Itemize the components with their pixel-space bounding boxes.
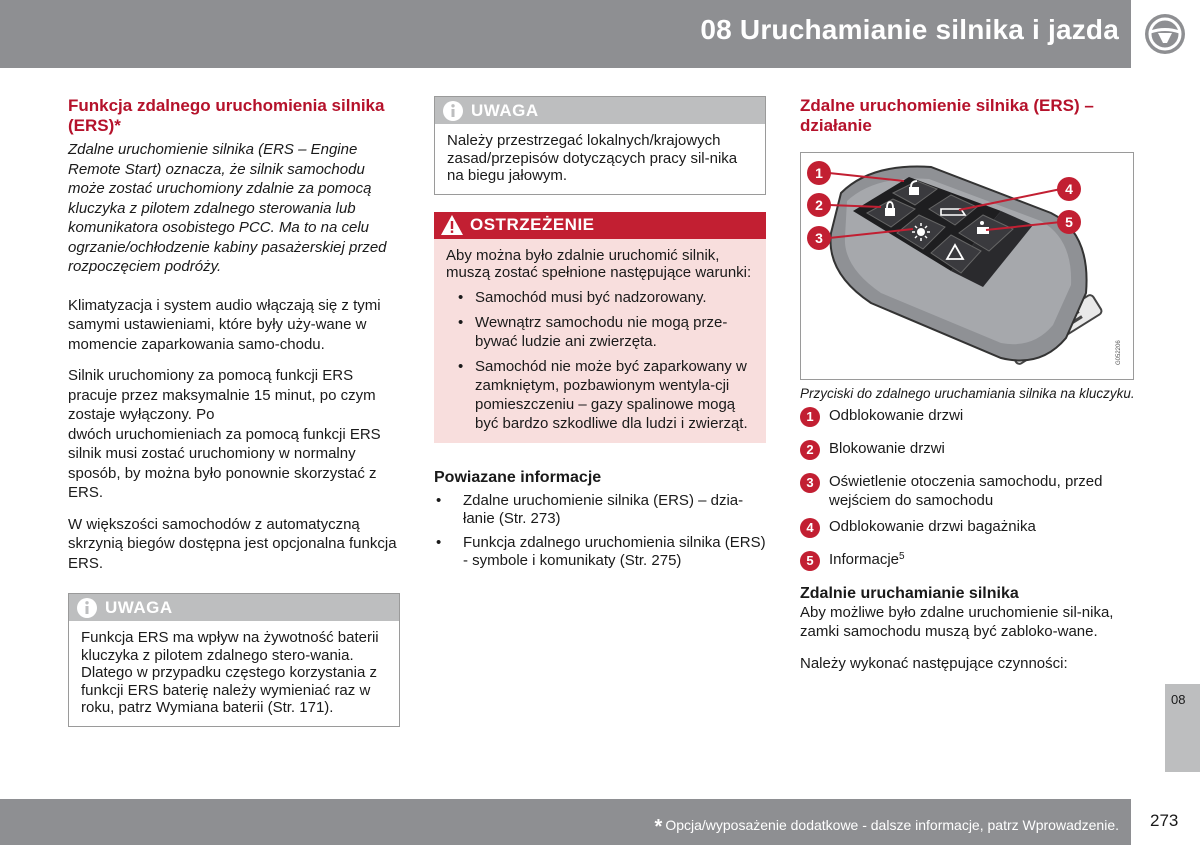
warning-box <box>434 212 766 443</box>
legend-item <box>800 517 1135 538</box>
legend-text: Oświetlenie otoczenia samochodu, przed wejściem do samochodu <box>829 472 1103 509</box>
section-title-ers-operation: Zdalne uruchomienie silnika (ERS) – działanie <box>800 96 1094 135</box>
note-box-idle <box>434 96 766 195</box>
chapter-icon-box <box>1131 0 1200 68</box>
note-label: UWAGA <box>105 597 173 617</box>
legend-text <box>829 550 905 571</box>
note-box-battery <box>68 593 400 727</box>
legend-number: 5 <box>800 551 820 571</box>
legend-number: 4 <box>800 518 820 538</box>
info-icon <box>435 100 471 122</box>
legend-item <box>800 406 1135 427</box>
page-number-box <box>1131 799 1200 845</box>
column-middle <box>434 96 766 571</box>
note-box-header <box>69 594 399 621</box>
legend-number: 3 <box>800 473 820 493</box>
paragraph-automatic: W większości samochodów z automatyczną skrzynią biegów dostępna jest opcjonalna funkcja ERS. <box>68 515 397 572</box>
warning-item: • Samochód musi być nadzorowany. <box>446 288 754 307</box>
info-icon <box>69 597 105 619</box>
page-number: 273 <box>1150 811 1179 830</box>
paragraph-locked: Aby możliwe było zdalne uruchomienie sil-nika, zamki samochodu muszą być zabloko-wane. <box>800 603 1114 640</box>
legend-item <box>800 550 1135 571</box>
column-left <box>68 96 403 727</box>
figure-code: G052206 <box>1116 340 1122 365</box>
button-legend <box>800 406 1135 571</box>
chapter-side-tab <box>1165 684 1200 772</box>
warning-triangle-icon <box>434 214 470 236</box>
paragraph-restart: dwóch uruchomieniach za pomocą funkcji ERS silnik musi zostać uruchomiony w normalny sposób, by można było ponownie skorzystać z ERS. <box>68 425 381 501</box>
legend-text: Blokowanie drzwi <box>829 439 945 457</box>
steering-wheel-icon <box>1143 12 1187 56</box>
warning-box-header <box>434 212 766 239</box>
note-label: UWAGA <box>471 100 539 120</box>
column-right <box>800 96 1135 673</box>
intro-paragraph: Zdalne uruchomienie silnika (ERS – Engine Remote Start) oznacza, że silnik samochodu może zostać uruchomiony zdalnie za pomocą kluczyka z pilotem zdalnego sterowania lub komunikatora osobistego PCC. Ma to na celu ogrzanie/ochłodzenie kabiny pasażerskiej przed rozpoczęciem podróży. <box>68 141 387 275</box>
legend-number: 1 <box>800 407 820 427</box>
callout-1: 1 <box>815 165 823 181</box>
warning-item: • Samochód nie może być zaparkowany w zamkniętym, pozbawionym wentyla-cji pomieszczeniu – gazy spalinowe mogą być bardzo szkodliwe dla ludzi i zwierząt. <box>446 357 754 433</box>
warning-list <box>446 288 754 433</box>
callout-3: 3 <box>815 230 823 246</box>
legend-item <box>800 472 1135 511</box>
callout-5: 5 <box>1065 214 1073 230</box>
warning-intro: Aby można było zdalnie uruchomić silnik, muszą zostać spełnione następujące warunki: <box>446 246 752 281</box>
chapter-side-tab-label: 08 <box>1171 692 1186 707</box>
page-header <box>0 0 1131 68</box>
callout-2: 2 <box>815 197 823 213</box>
paragraph-steps: Należy wykonać następujące czynności: <box>800 654 1068 672</box>
legend-item <box>800 439 1135 460</box>
warning-item: • Wewnątrz samochodu nie mogą prze-bywać ludzie ani zwierzęta. <box>446 313 754 351</box>
related-link[interactable]: • Funkcja zdalnego uruchomienia silnika (ERS) - symbole i komunikaty (Str. 275) <box>434 534 766 571</box>
paragraph-runtime: Silnik uruchomiony za pomocą funkcji ERS pracuje przez maksymalnie 15 minut, po czym zostaje wyłączony. Po <box>68 367 376 423</box>
paragraph-climate: Klimatyzacja i system audio włączają się z tymi samymi ustawieniami, które były uży-wane w momencie zaparkowania samo-chodu. <box>68 296 381 353</box>
chapter-title: 08 Uruchamianie silnika i jazda <box>700 14 1119 45</box>
section-title-ers: Funkcja zdalnego uruchomienia silnika (ERS)* <box>68 96 385 135</box>
note-text: Należy przestrzegać lokalnych/krajowych zasad/przepisów dotyczących pracy sil-nika na biegu jałowym. <box>447 132 738 184</box>
legend-text: Odblokowanie drzwi <box>829 406 964 424</box>
footnote-star: * <box>654 816 663 838</box>
related-info-list <box>434 492 766 571</box>
footnote-text: Opcja/wyposażenie dodatkowe - dalsze informacje, patrz Wprowadzenie. <box>665 817 1119 833</box>
footnote-superscript: 5 <box>899 550 905 562</box>
subsection-title: Zdalnie uruchamianie silnika <box>800 584 1019 602</box>
related-info <box>434 469 766 571</box>
related-info-title: Powiazane informacje <box>434 468 602 486</box>
page-footer <box>0 799 1131 845</box>
figure-caption: Przyciski do zdalnego uruchamiania silnika na kluczyku. <box>800 386 1135 401</box>
warning-body <box>434 239 766 443</box>
note-box-header <box>435 97 765 124</box>
note-text: Funkcja ERS ma wpływ na żywotność baterii kluczyka z pilotem zdalnego stero-wania. Dlatego w przypadku częstego korzystania z funkcji ERS baterię należy wymieniać raz w roku, patrz Wymiana baterii (Str. 171). <box>81 629 379 716</box>
legend-text-info: Informacje <box>829 550 900 568</box>
footnote <box>655 813 1119 836</box>
key-fob-figure <box>800 152 1134 380</box>
key-fob-illustration <box>801 153 1134 380</box>
callout-4: 4 <box>1065 181 1073 197</box>
legend-text: Odblokowanie drzwi bagażnika <box>829 517 1036 535</box>
related-link[interactable]: • Zdalne uruchomienie silnika (ERS) – dzia-łanie (Str. 273) <box>434 492 766 529</box>
warning-label: OSTRZEŻENIE <box>470 215 595 234</box>
legend-number: 2 <box>800 440 820 460</box>
